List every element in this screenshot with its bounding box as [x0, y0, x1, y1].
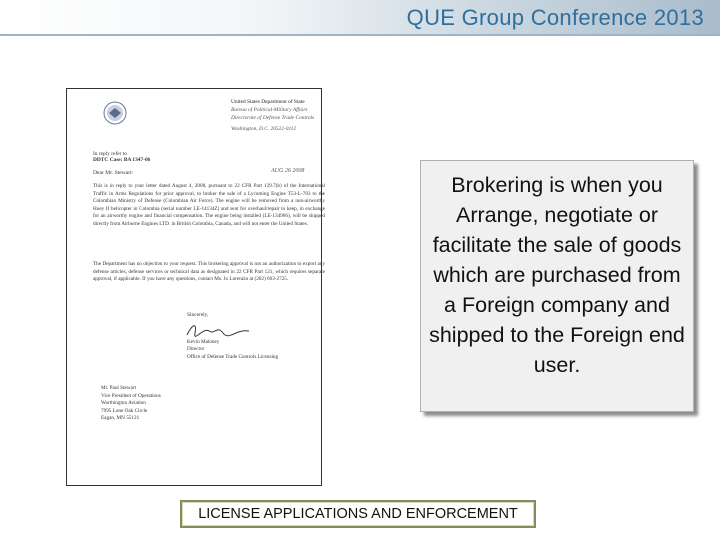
definition-callout — [420, 160, 694, 412]
signer-name: Kevin Maloney — [187, 339, 220, 345]
address-line: Eagan, MN 55121 — [101, 415, 140, 422]
signer-block — [187, 339, 278, 361]
signer-title: Director — [187, 346, 205, 353]
letterhead-line: Directorate of Defense Trade Controls — [231, 114, 315, 121]
header-divider — [0, 34, 720, 36]
address-line: 7995 Lone Oak Circle — [101, 407, 148, 414]
letterhead-line: Bureau of Political-Military Affairs — [231, 106, 308, 113]
letterhead-line: Washington, D.C. 20522-0112 — [231, 126, 297, 133]
address-line: Vice President of Operations — [101, 392, 161, 399]
signer-office: Office of Defense Trade Controls Licensing — [187, 353, 279, 360]
letter-paragraph-2: The Department has no objection to your request. This brokering approval is not an authorization to export any defense articles, defense services or technical data as designated in 22 CFR Part 121, which requires separate approval, if applicable. If you have any questions, contact Ms. Jo Lorenzin at (202) 663-2725. — [93, 261, 325, 283]
salutation: Dear Mr. Stewart: — [93, 170, 134, 176]
reply-prefix: In reply refer to — [93, 151, 127, 157]
letterhead-line: United States Department of State — [231, 99, 305, 105]
state-department-seal-icon — [103, 101, 127, 125]
callout-text: Brokering is when you Arrange, negotiate or facilitate the sale of goods which are purchased from a Foreign company and shipped to the Foreign end user. — [429, 173, 685, 377]
banner-label: LICENSE APPLICATIONS AND ENFORCEMENT — [198, 506, 518, 522]
closing: Sincerely, — [187, 312, 209, 318]
date-stamp: AUG 26 2008 — [271, 168, 305, 174]
section-banner — [180, 500, 536, 528]
letter-image — [66, 88, 325, 486]
letterhead — [231, 99, 314, 134]
case-label: DDTC Case: — [93, 157, 123, 163]
signature-icon — [183, 321, 253, 341]
case-number: BA 1347-06 — [123, 157, 151, 163]
recipient-address — [101, 385, 161, 423]
address-line: Worthington Aviation — [101, 400, 146, 407]
conference-title: QUE Group Conference 2013 — [406, 5, 704, 30]
address-line: Mr. Paul Stewart — [101, 385, 137, 391]
letter-paragraph-1: This is in reply to your letter dated August 4, 2008, pursuant to 22 CFR Part 129.7(b) of the International Traffic in Arms Regulations for prior approval, to broker the sale of a Lycoming Engine T53-L-703 to the Colombian Ministry of Defense (Colombian Air Force). The engine will be removed from a non-airworthy Huey II helicopter in Colombia (serial number LE-14134Z) and sent for overhaul/repair to keep, in exchange for an airworthy engine and financial compensation. The engine being installed (LE-134966), will be shipped directly from Airborne Engines LTD. in British Colombia, Canada, and will not enter the United States. — [93, 183, 325, 227]
reference-block — [93, 151, 150, 163]
